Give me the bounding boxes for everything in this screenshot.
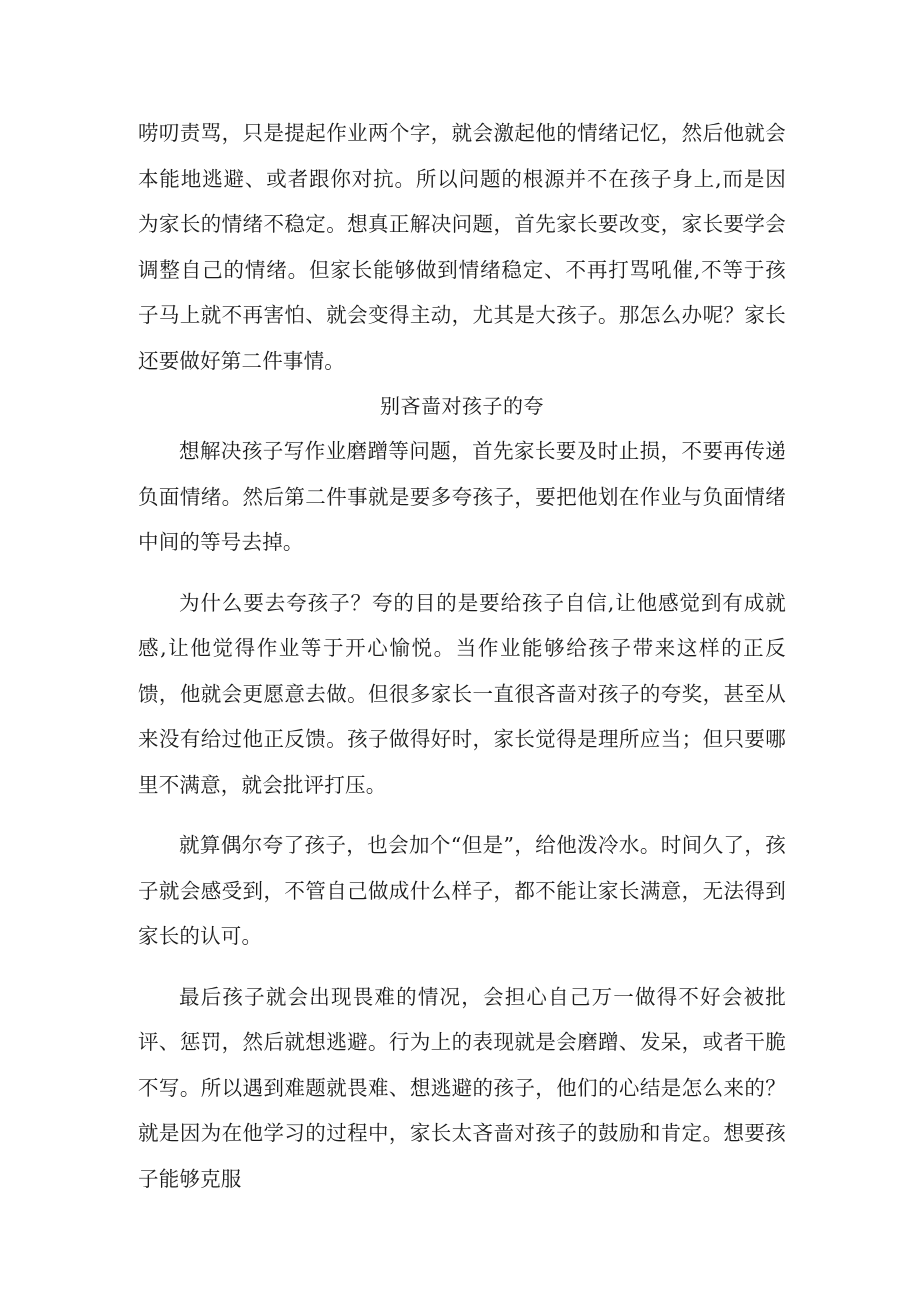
document-body	[138, 111, 786, 1202]
paragraph-continued: 唠叨责骂，只是提起作业两个字，就会激起他的情绪记忆，然后他就会本能地逃避、或者跟你对抗。所以问题的根源并不在孩子身上,而是因为家长的情绪不稳定。想真正解决问题，首先家长要改变，家长要学会调整自己的情绪。但家长能够做到情绪稳定、不再打骂吼催,不等于孩子马上就不再害怕、就会变得主动，尤其是大孩子。那怎么办呢？家长还要做好第二件事情。	[138, 121, 786, 373]
paragraph-3: 就算偶尔夸了孩子，也会加个“但是”，给他泼冷水。时间久了，孩子就会感受到，不管自己做成什么样子，都不能让家长满意，无法得到家长的认可。	[138, 833, 786, 948]
paragraph-2: 为什么要去夸孩子？夸的目的是要给孩子自信,让他感觉到有成就感,让他觉得作业等于开心愉悦。当作业能够给孩子带来这样的正反馈，他就会更愿意去做。但很多家长一直很吝啬对孩子的夸奖，甚至从来没有给过他正反馈。孩子做得好时，家长觉得是理所应当；但只要哪里不满意，就会批评打压。	[138, 590, 786, 797]
section-heading: 别吝啬对孩子的夸	[380, 394, 544, 418]
paragraph-1: 想解决孩子写作业磨蹭等问题，首先家长要及时止损，不要再传递负面情绪。然后第二件事就是要多夸孩子，要把他划在作业与负面情绪中间的等号去掉。	[138, 439, 786, 554]
paragraph-4: 最后孩子就会出现畏难的情况，会担心自己万一做得不好会被批评、惩罚，然后就想逃避。行为上的表现就是会磨蹭、发呆，或者干脆不写。所以遇到难题就畏难、想逃避的孩子，他们的心结是怎么来的？就是因为在他学习的过程中，家长太吝啬对孩子的鼓励和肯定。想要孩子能够克服	[138, 984, 786, 1191]
